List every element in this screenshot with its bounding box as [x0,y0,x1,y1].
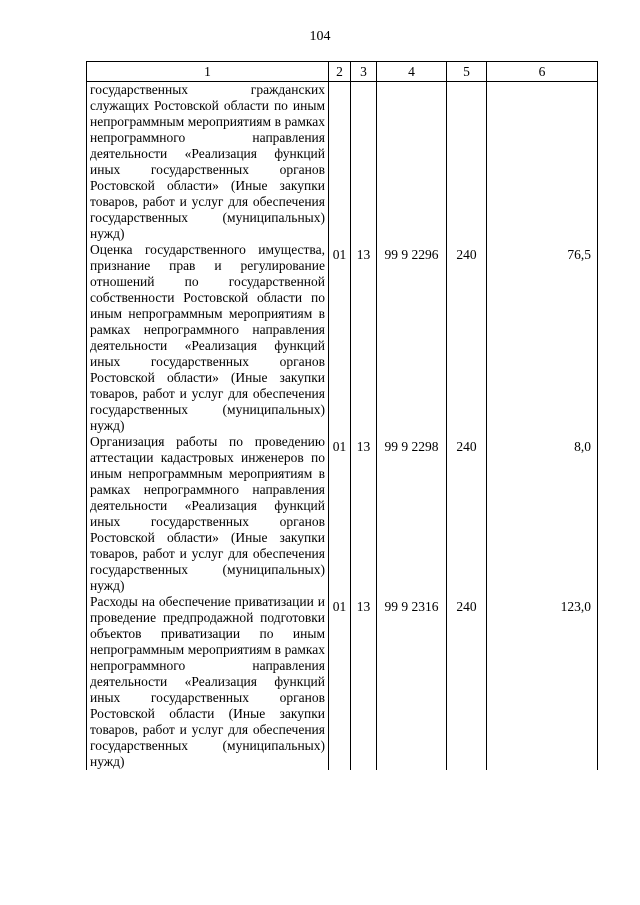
row-description: государственных гражданских служащих Ростовской области по иным непрограммным мероприятиям в рамках непрограммного направления деятельности «Реализация функций иных государственных органов Ростовской области» (Иные закупки товаров, работ и услуг для обеспечения государственных (муниципальных) нужд) [87,82,329,243]
row-description: Оценка государственного имущества, признание прав и регулирование отношений по государственной собственности Ростовской области по иным непрограммным мероприятиям в рамках непрограммного направления деятельности «Реализация функций иных государственных органов Ростовской области» (Иные закупки товаров, работ и услуг для обеспечения государственных (муниципальных) нужд) [87,242,329,434]
row-csr: 99 9 2298 [377,434,447,594]
row-vr: 240 [447,242,487,434]
row-amount: 123,0 [487,594,598,770]
row-pr [351,82,377,243]
budget-table [86,61,598,770]
row-amount: 76,5 [487,242,598,434]
row-vr: 240 [447,594,487,770]
header-cell-vr: 5 [447,62,487,82]
header-cell-description: 1 [87,62,329,82]
header-row [87,62,598,82]
table-header [87,62,598,82]
row-csr: 99 9 2296 [377,242,447,434]
table-row [87,82,598,243]
table-row [87,242,598,434]
row-amount [487,82,598,243]
row-rz: 01 [329,242,351,434]
row-description: Расходы на обеспечение приватизации и проведение предпродажной подготовки объектов приватизации по иным непрограммным мероприятиям в рамках непрограммного направления деятельности «Реализация функций иных государственных органов Ростовской области (Иные закупки товаров, работ и услуг для обеспечения государственных (муниципальных) нужд) [87,594,329,770]
row-description: Организация работы по проведению аттестации кадастровых инженеров по иным непрограммным мероприятиям в рамках непрограммного направления деятельности «Реализация функций иных государственных органов Ростовской области» (Иные закупки товаров, работ и услуг для обеспечения государственных (муниципальных) нужд) [87,434,329,594]
page-number: 104 [309,29,331,44]
row-pr: 13 [351,242,377,434]
table-row [87,434,598,594]
row-vr [447,82,487,243]
table-row [87,594,598,770]
header-cell-pr: 3 [351,62,377,82]
header-cell-rz: 2 [329,62,351,82]
row-pr: 13 [351,594,377,770]
row-rz: 01 [329,434,351,594]
row-rz: 01 [329,594,351,770]
row-csr: 99 9 2316 [377,594,447,770]
header-cell-csr: 4 [377,62,447,82]
row-csr [377,82,447,243]
row-amount: 8,0 [487,434,598,594]
table-body [87,82,598,771]
row-pr: 13 [351,434,377,594]
row-vr: 240 [447,434,487,594]
header-cell-amount: 6 [487,62,598,82]
row-rz [329,82,351,243]
